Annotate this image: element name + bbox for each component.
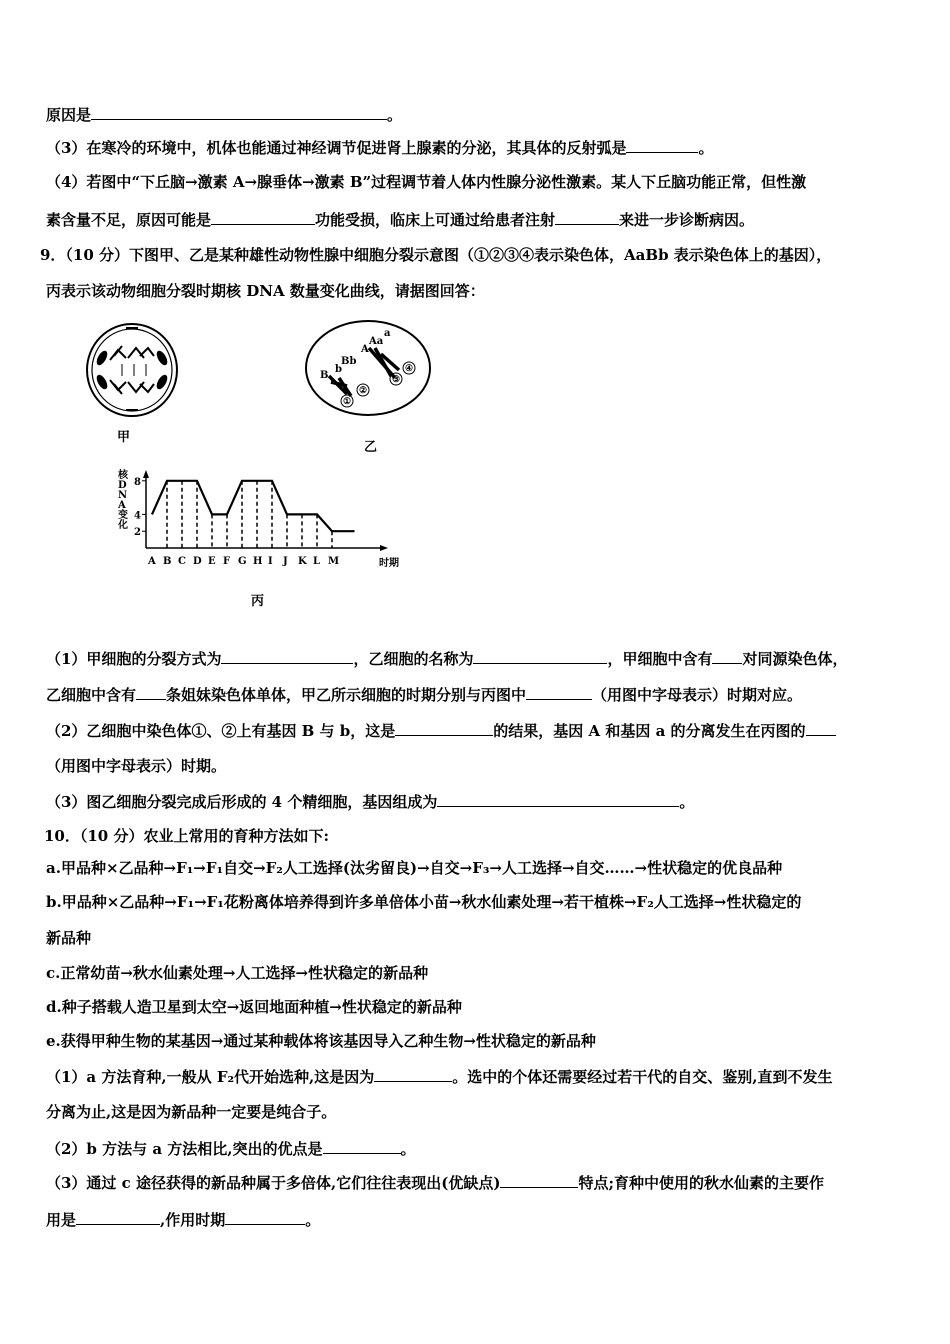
x-tick-label: D [193,556,202,567]
x-tick-label: B [163,556,172,567]
text-line-3: （4）若图中“下丘脑→激素 A→腺垂体→激素 B”过程调节着人体内性腺分泌性激素。某人下丘脑功能正常，但性激 [46,173,807,191]
figure-jia-label: 甲 [117,430,131,445]
yi-chromosome-3: ③ [391,375,401,385]
text-line-11: （3）图乙细胞分裂完成后形成的 4 个精细胞，基因组成为 。 [46,793,695,811]
yi-chromosome-2: ② [358,386,368,396]
blank [221,648,353,664]
blank [806,720,836,736]
text-line-10: （用图中字母表示）时期。 [46,757,227,775]
blank [712,648,742,664]
text-line-7: （1）甲细胞的分裂方式为 ，乙细胞的名称为 ，甲细胞中含有 对同源染色体， [46,650,848,668]
blank [437,791,679,807]
blank [323,1138,401,1154]
x-tick-label: I [268,556,273,567]
y-axis-label: 核 D N A 变化 [118,470,128,531]
blank [395,720,493,736]
yi-gene-a: a [384,328,391,339]
x-tick-label: C [178,556,186,567]
blank [374,1066,452,1082]
blank [211,209,315,225]
x-axis-label: 时期 [379,558,399,569]
yi-gene-b: b [335,364,342,375]
blank [225,1209,305,1225]
yi-chromosome-1: ① [342,397,352,407]
x-tick-label: F [223,556,231,567]
yi-gene-B: B [320,370,329,381]
figure-bing-label: 丙 [251,594,265,609]
figure-jia-cell [82,320,182,418]
x-tick-label: K [298,556,307,567]
x-tick-label: A [148,556,156,567]
yi-chromosome-4: ④ [404,364,414,374]
x-tick-label: G [238,556,247,567]
text-line-23: 用是 ,作用时期 。 [46,1211,321,1229]
yi-gene-Aa: Aa [369,336,384,347]
blank [136,684,166,700]
blank [91,104,387,120]
x-tick-label: M [328,556,340,567]
text-line-22: （3）通过 c 途径获得的新品种属于多倍体,它们往往表现出(优缺点) 特点;育种中使用的秋水仙素的主要作 [46,1174,824,1192]
method-b-cont: 新品种 [46,929,92,947]
blank [526,684,592,700]
method-c: c.正常幼苗→秋水仙素处理→人工选择→性状稳定的新品种 [46,964,429,982]
text-line-20: 分离为止,这是因为新品种一定要是纯合子。 [46,1103,337,1121]
text-line-1: 原因是 。 [46,106,403,124]
figure-yi-cell [303,318,433,418]
question-9-header: 9．（10 分）下图甲、乙是某种雄性动物性腺中细胞分裂示意图（①②③④表示染色体，AaBb 表示染色体上的基因）， [40,246,832,264]
blank [76,1209,160,1225]
blank [626,137,698,153]
blank [473,648,607,664]
yi-gene-A: A [361,344,369,355]
x-tick-label: E [208,556,216,567]
x-tick-label: L [313,556,321,567]
method-a: a.甲品种×乙品种→F₁→F₁自交→F₂人工选择(汰劣留良)→自交→F₃→人工选择→自交……→性状稳定的优良品种 [46,859,783,877]
y-tick-label: 2 [134,527,141,539]
text-line-2: （3）在寒冷的环境中，机体也能通过神经调节促进肾上腺素的分泌，其具体的反射弧是 。 [46,139,714,157]
text-line-4: 素含量不足，原因可能是 功能受损，临床上可通过给患者注射 来进一步诊断病因。 [46,211,755,229]
method-b: b.甲品种×乙品种→F₁→F₁花粉离体培养得到许多单倍体小苗→秋水仙素处理→若干植株→F₂人工选择→性状稳定的 [46,893,802,911]
x-tick-label: H [253,556,263,567]
blank [500,1172,578,1188]
question-10-header: 10．（10 分）农业上常用的育种方法如下: [44,827,330,845]
method-d: d.种子搭载人造卫星到太空→返回地面种植→性状稳定的新品种 [46,998,462,1016]
text-line-19: （1）a 方法育种,一般从 F₂代开始选种,这是因为 。选中的个体还需要经过若干代的自交、鉴别,直到不发生 [46,1068,833,1086]
text-line-21: （2）b 方法与 a 方法相比,突出的优点是 。 [46,1140,416,1158]
yi-gene-Bb: Bb [341,356,357,367]
x-tick-label: J [283,556,288,567]
y-tick-label: 8 [134,476,141,488]
method-e: e.获得甲种生物的某基因→通过某种载体将该基因导入乙种生物→性状稳定的新品种 [46,1032,596,1050]
text-line-6: 丙表示该动物细胞分裂时期核 DNA 数量变化曲线，请据图回答： [46,282,485,300]
text-line-9: （2）乙细胞中染色体①、②上有基因 B 与 b，这是 的结果，基因 A 和基因 a 的分离发生在丙图的 [46,720,836,741]
blank [555,209,619,225]
text-line-8: 乙细胞中含有 条姐妹染色体单体，甲乙所示细胞的时期分别与丙图中 （用图中字母表示）时期对应。 [46,686,803,704]
figure-bing-chart [104,468,414,578]
y-tick-label: 4 [134,510,141,522]
figure-yi-label: 乙 [364,440,378,455]
